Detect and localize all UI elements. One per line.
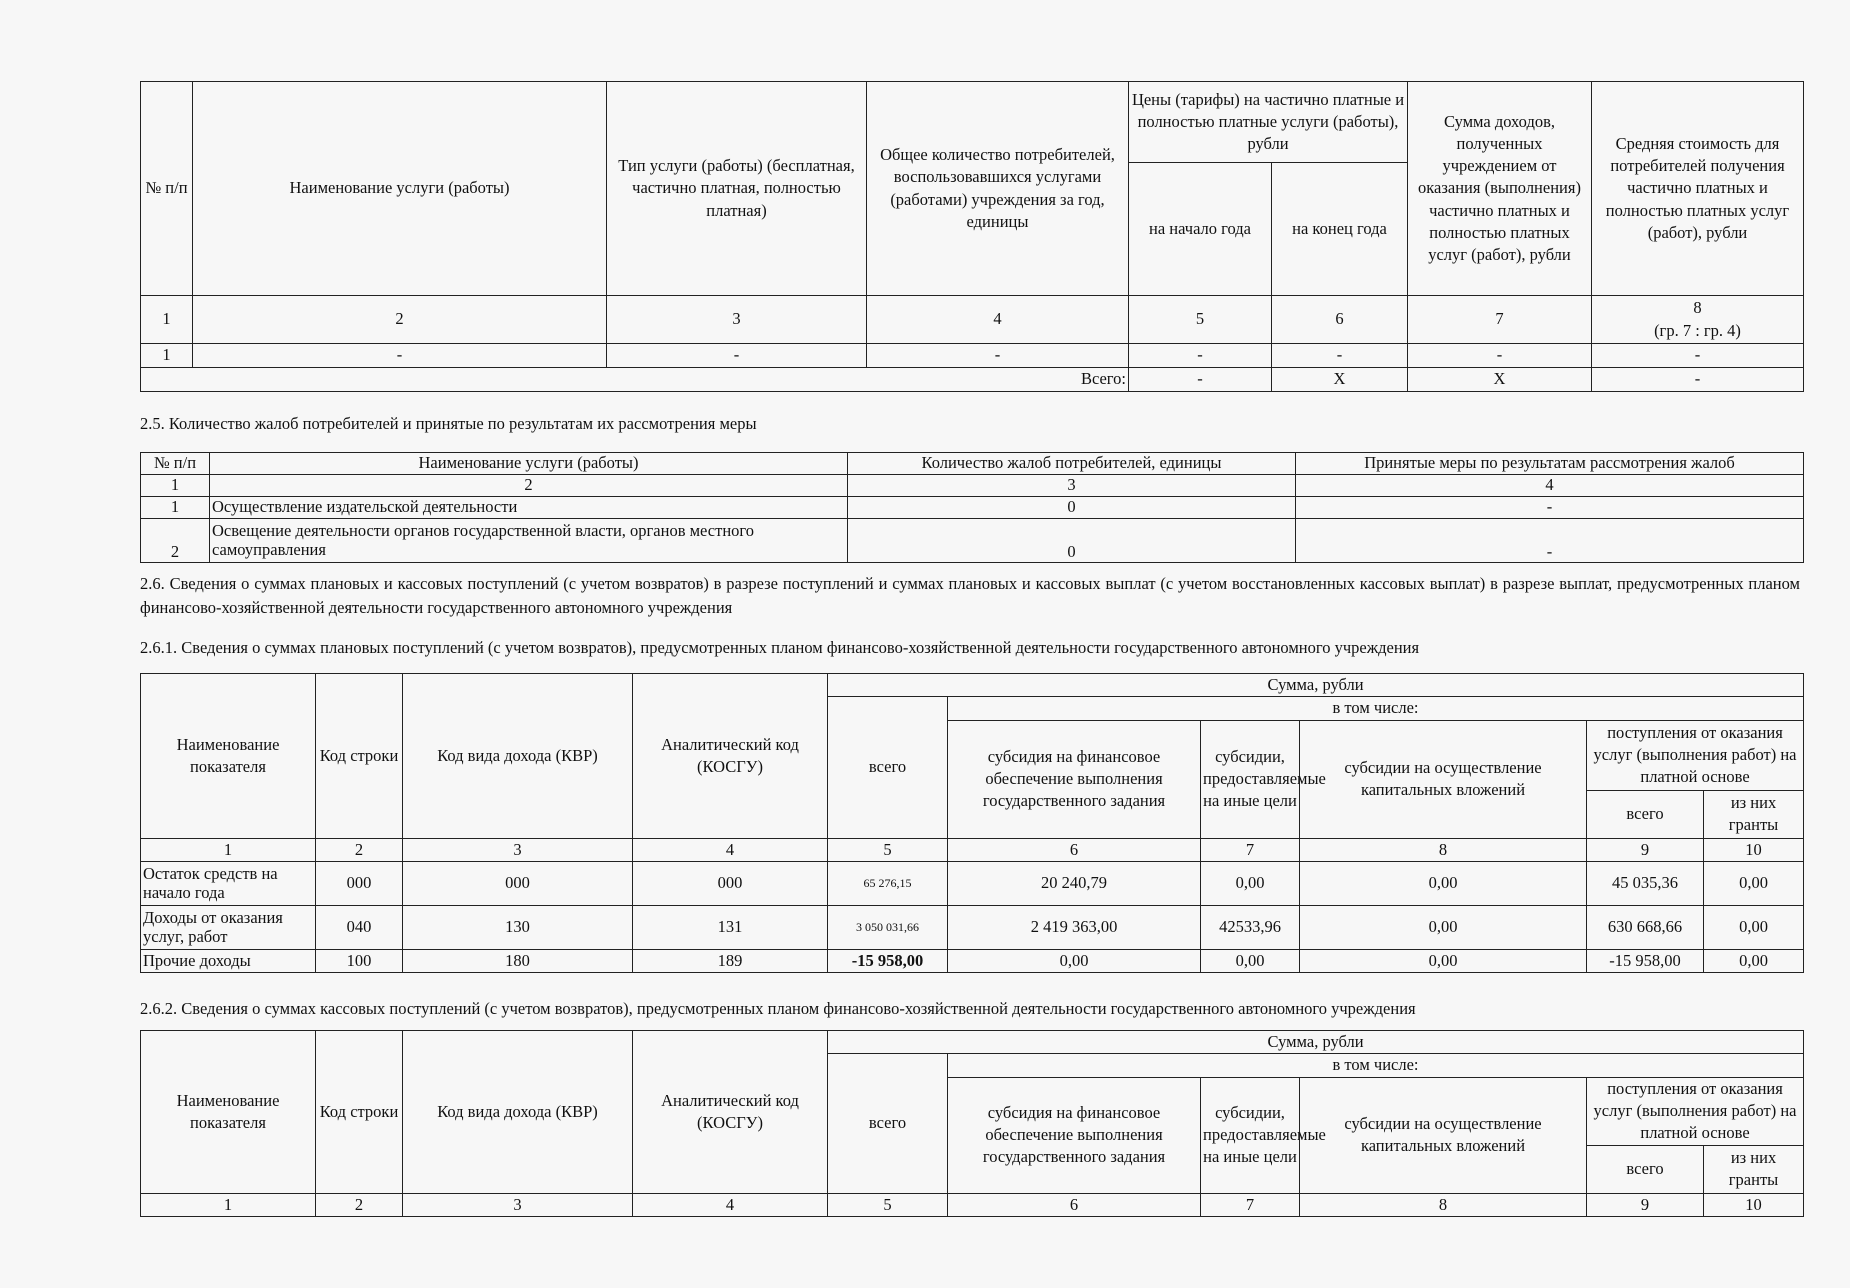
cell: - <box>1592 344 1804 368</box>
cell: 000 <box>633 861 828 905</box>
col-number: 8 <box>1300 838 1587 861</box>
col-number: 7 <box>1408 296 1592 344</box>
header-prices: Цены (тарифы) на частично платные и полностью платные услуги (работы), рубли <box>1129 82 1408 163</box>
col-number: 2 <box>316 1193 403 1216</box>
section-2-5-title: 2.5. Количество жалоб потребителей и принятые по результатам их рассмотрения меры <box>140 414 757 433</box>
cell: X <box>1408 368 1592 392</box>
header-indicator-name: Наименование показателя <box>141 1031 316 1194</box>
header-subsidy-capital: субсидии на осуществление капитальных вложений <box>1300 1077 1587 1193</box>
header-consumers: Общее количество потребителей, воспользовавшихся услугами (работами) учреждения за год, единицы <box>867 82 1129 296</box>
col-number: 5 <box>828 838 948 861</box>
col-number: 3 <box>607 296 867 344</box>
col-number: 4 <box>1296 475 1804 497</box>
header-line-code: Код строки <box>316 1031 403 1194</box>
header-grants: из них гранты <box>1704 790 1804 838</box>
header-num: № п/п <box>141 453 210 475</box>
cell: - <box>193 344 607 368</box>
cell: 0 <box>848 497 1296 519</box>
cell: 131 <box>633 905 828 949</box>
cell: 189 <box>633 949 828 972</box>
cell: 040 <box>316 905 403 949</box>
cell: - <box>1296 519 1804 563</box>
col-number-8 <box>1592 296 1804 344</box>
header-total: всего <box>828 697 948 838</box>
header-service-type: Тип услуги (работы) (бесплатная, частично платная, полностью платная) <box>607 82 867 296</box>
header-sum: Сумма, рубли <box>828 1031 1804 1054</box>
header-subsidy-task: субсидия на финансовое обеспечение выполнения государственного задания <box>948 1077 1201 1193</box>
cell: 1 <box>141 497 210 519</box>
header-subsidy-other: субсидии, предоставляемые на иные цели <box>1201 1077 1300 1193</box>
col-number: 1 <box>141 1193 316 1216</box>
col-number: 2 <box>193 296 607 344</box>
cell: Остаток средств на начало года <box>141 861 316 905</box>
cell: - <box>1129 344 1272 368</box>
table-row <box>141 497 1804 519</box>
header-service-name: Наименование услуги (работы) <box>193 82 607 296</box>
section-2-6-1-title: 2.6.1. Сведения о суммах плановых поступлений (с учетом возвратов), предусмотренных планом финансово-хозяйственной деятельности государственного автономного учреждения <box>140 638 1420 657</box>
col-number: 1 <box>141 838 316 861</box>
cell: 0,00 <box>948 949 1201 972</box>
header-complaints-count: Количество жалоб потребителей, единицы <box>848 453 1296 475</box>
cell: -15 958,00 <box>1587 949 1704 972</box>
cell: -15 958,00 <box>828 949 948 972</box>
col-number: 6 <box>1272 296 1408 344</box>
cell: - <box>1408 344 1592 368</box>
header-paid-total: всего <box>1587 1145 1704 1193</box>
col-number: 2 <box>316 838 403 861</box>
cell: Освещение деятельности органов государственной власти, органов местного самоуправления <box>210 519 848 563</box>
col-number: 8 <box>1693 298 1702 318</box>
cell: 1 <box>141 344 193 368</box>
header-paid-services: поступления от оказания услуг (выполнения работ) на платной основе <box>1587 1077 1804 1145</box>
col-number: 7 <box>1201 838 1300 861</box>
cell: 000 <box>316 861 403 905</box>
header-line-code: Код строки <box>316 674 403 839</box>
cell: - <box>1592 368 1804 392</box>
table-row <box>141 861 1804 905</box>
cell: 20 240,79 <box>948 861 1201 905</box>
table-row <box>141 905 1804 949</box>
header-subsidy-capital: субсидии на осуществление капитальных вложений <box>1300 720 1587 838</box>
header-including: в том числе: <box>948 1054 1804 1077</box>
header-including: в том числе: <box>948 697 1804 720</box>
header-income: Сумма доходов, полученных учреждением от оказания (выполнения) частично платных и полностью платных услуг (работ), рубли <box>1408 82 1592 296</box>
cell: 000 <box>403 861 633 905</box>
col-number: 6 <box>948 838 1201 861</box>
table-row <box>141 949 1804 972</box>
cell: 2 <box>141 519 210 563</box>
cell: Доходы от оказания услуг, работ <box>141 905 316 949</box>
cell: 130 <box>403 905 633 949</box>
col-number: 6 <box>948 1193 1201 1216</box>
col-number: 9 <box>1587 1193 1704 1216</box>
header-num: № п/п <box>141 82 193 296</box>
header-grants: из них гранты <box>1704 1145 1804 1193</box>
col-number: 1 <box>141 296 193 344</box>
cell: 0,00 <box>1704 861 1804 905</box>
col-number: 4 <box>867 296 1129 344</box>
cell: - <box>607 344 867 368</box>
header-kosgu: Аналитический код (КОСГУ) <box>633 1031 828 1194</box>
cell: 0,00 <box>1201 861 1300 905</box>
header-sum: Сумма, рубли <box>828 674 1804 697</box>
header-kvr: Код вида дохода (КВР) <box>403 1031 633 1194</box>
header-measures: Принятые меры по результатам рассмотрения жалоб <box>1296 453 1804 475</box>
col-number: 3 <box>848 475 1296 497</box>
col-number: 9 <box>1587 838 1704 861</box>
total-label: Всего: <box>141 368 1129 392</box>
col-number: 8 <box>1300 1193 1587 1216</box>
col-number: 10 <box>1704 1193 1804 1216</box>
header-paid-total: всего <box>1587 790 1704 838</box>
col-number: 4 <box>633 1193 828 1216</box>
cell: - <box>1296 497 1804 519</box>
cell: 2 419 363,00 <box>948 905 1201 949</box>
cell: Осуществление издательской деятельности <box>210 497 848 519</box>
cell: - <box>1129 368 1272 392</box>
cell: X <box>1272 368 1408 392</box>
header-indicator-name: Наименование показателя <box>141 674 316 839</box>
header-paid-services: поступления от оказания услуг (выполнения работ) на платной основе <box>1587 720 1804 790</box>
cell: 0,00 <box>1704 949 1804 972</box>
header-total: всего <box>828 1054 948 1193</box>
cell: 0,00 <box>1300 861 1587 905</box>
cell: 65 276,15 <box>828 861 948 905</box>
header-service-name: Наименование услуги (работы) <box>210 453 848 475</box>
cell: 100 <box>316 949 403 972</box>
cash-income-table <box>140 1030 1804 1217</box>
header-price-end: на конец года <box>1272 163 1408 296</box>
header-price-start: на начало года <box>1129 163 1272 296</box>
col-number: 3 <box>403 1193 633 1216</box>
section-2-6-2-title: 2.6.2. Сведения о суммах кассовых поступлений (с учетом возвратов), предусмотренных планом финансово-хозяйственной деятельности государственного автономного учреждения <box>140 999 1416 1018</box>
header-avg-cost: Средняя стоимость для потребителей получения частично платных и полностью платных услуг (работ), рубли <box>1592 82 1804 296</box>
header-subsidy-other: субсидии, предоставляемые на иные цели <box>1201 720 1300 838</box>
cell: 0,00 <box>1300 949 1587 972</box>
col-number: 2 <box>210 475 848 497</box>
cell: 0 <box>848 519 1296 563</box>
col-number: 5 <box>828 1193 948 1216</box>
planned-income-table <box>140 673 1804 973</box>
section-2-6-title: 2.6. Сведения о суммах плановых и кассовых поступлений (с учетом возвратов) в разрезе поступлений и суммах плановых и кассовых выплат (с учетом восстановленных кассовых выплат) в разрезе выплат, предусмотренных планом финансово-хозяйственной деятельности государственного автономного учреждения <box>140 574 1800 617</box>
paid-services-table <box>140 81 1804 392</box>
col-number: 3 <box>403 838 633 861</box>
table-row <box>141 344 1804 368</box>
cell: 180 <box>403 949 633 972</box>
header-kvr: Код вида дохода (КВР) <box>403 674 633 839</box>
cell: 630 668,66 <box>1587 905 1704 949</box>
col-number: 7 <box>1201 1193 1300 1216</box>
header-kosgu: Аналитический код (КОСГУ) <box>633 674 828 839</box>
cell: 0,00 <box>1201 949 1300 972</box>
header-subsidy-task: субсидия на финансовое обеспечение выполнения государственного задания <box>948 720 1201 838</box>
cell: - <box>867 344 1129 368</box>
col-formula: (гр. 7 : гр. 4) <box>1654 320 1741 340</box>
complaints-table <box>140 452 1804 563</box>
cell: 3 050 031,66 <box>828 905 948 949</box>
cell: 0,00 <box>1300 905 1587 949</box>
cell: - <box>1272 344 1408 368</box>
cell: 0,00 <box>1704 905 1804 949</box>
cell: 42533,96 <box>1201 905 1300 949</box>
table-row <box>141 519 1804 563</box>
total-row <box>141 368 1804 392</box>
cell: 45 035,36 <box>1587 861 1704 905</box>
col-number: 5 <box>1129 296 1272 344</box>
col-number: 4 <box>633 838 828 861</box>
col-number: 10 <box>1704 838 1804 861</box>
col-number: 1 <box>141 475 210 497</box>
cell: Прочие доходы <box>141 949 316 972</box>
